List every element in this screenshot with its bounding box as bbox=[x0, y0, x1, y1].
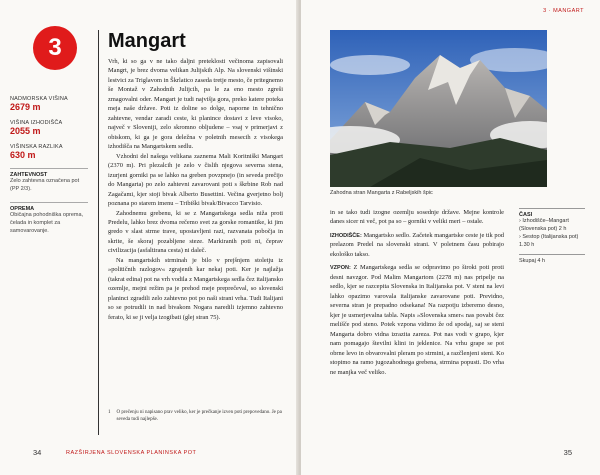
times-rule bbox=[519, 254, 585, 255]
chapter-number-badge: 3 bbox=[33, 26, 77, 70]
photo-caption: Zahodna stran Mangarta z Rabeljskih špic bbox=[330, 190, 433, 196]
times-item-text: Sestop (Italijanska pot) 1.30 h bbox=[519, 233, 579, 248]
footnote-mark: 1 bbox=[108, 410, 111, 415]
stat-label: VIŠINA IZHODIŠČA bbox=[10, 120, 63, 126]
running-head: 3 · MANGART bbox=[543, 8, 584, 14]
paragraph-lead: VZPON: bbox=[330, 265, 351, 272]
footnote bbox=[108, 409, 283, 423]
note-equipment bbox=[10, 206, 88, 236]
stat-value: 630 m bbox=[10, 150, 36, 160]
paragraph: Zahodnemu grebenu, ki se z Mangartskega sedla niža proti Predelu, lahko brez dvoma rečemo svet za gorske romantike, ki jim gredo v slast strme trave, upostavljeni razi, razvanata pobočja in skrite, še skoraj pozabljene steze. Markiranih poti ni, čeprav civilizacija (asfaltirana cesta) ni daleč. bbox=[108, 209, 283, 255]
paragraph-text: Mangartsko sedlo. Začetek mangartske ceste je tik pod prelazom Predel na slovenski strani. V poletnem času pobirajo ekološko takso. bbox=[330, 231, 504, 258]
column-divider bbox=[98, 30, 99, 435]
page-number: 35 bbox=[563, 448, 572, 457]
mangart-photo-illustration bbox=[330, 30, 547, 187]
times-total: Skupaj 4 h bbox=[519, 257, 545, 264]
paragraph: Na mangartskih strminah je bilo v prejšnjem stoletju iz »političnih razlogov« zgrajenih kar nekaj poti. Ker je najlažja (takrat edina) pot na vrh vodila z Mangartskega sedla čez italijansko ozemlje, mejni režim pa je prehod meje preprečeval, so slovenski planinci zgradili zelo zahtevno pot po naši strani vrha. Tudi Italijani so se potrudili in nad bivakom Nogara naredili izjemno zahtevno ferato, ki se ji velja izogibati (glej stran 75). bbox=[108, 256, 283, 321]
note-difficulty bbox=[10, 172, 88, 194]
article-body bbox=[108, 57, 283, 322]
stat-value: 2055 m bbox=[10, 126, 41, 136]
page-number: 34 bbox=[33, 448, 42, 457]
note-text: Zelo zahtevna označena pot (PP 2/3). bbox=[10, 178, 80, 192]
sidebar-rule bbox=[10, 202, 88, 203]
paragraph: Vzhodni del našega velikana zaznema Mali Koritniški Mangart (2370 m). Pri plezalcih je zelo v čislih njegova severna stena, izurjeni gorniki pa se lahko na greben povzpnejo (in seveda prečijo do Mangarta) po zelo zahtevni zavarovani poti s škrbine Rob nad Zagačami, kjer stoji bivak Alberto Busettini. Večina gverjetno bolj poznana po starem imenu – Tribiški bivak/Bivacco Tarvisio. bbox=[108, 152, 283, 208]
times-heading: ČASI bbox=[519, 212, 533, 218]
times-item-text: Izhodišče–Mangart (Slovenska pot) 2 h bbox=[519, 218, 569, 232]
paragraph-trailhead bbox=[330, 231, 504, 259]
stat-value: 2679 m bbox=[10, 102, 41, 112]
stat-start-elevation bbox=[10, 120, 88, 136]
times-item: › Sestop (Italijanska pot) 1.30 h bbox=[519, 233, 579, 248]
stat-label: VIŠINSKA RAZLIKA bbox=[10, 144, 63, 150]
right-page bbox=[301, 0, 600, 475]
paragraph-lead: IZHODIŠČE: bbox=[330, 232, 362, 239]
times-box bbox=[519, 208, 585, 266]
note-heading: ZAHTEVNOST bbox=[10, 172, 48, 178]
route-description bbox=[330, 208, 504, 381]
route-stats-sidebar bbox=[10, 88, 88, 236]
footnote-text: O prečenju ni napisano prav veliko, ker je prečkanje izven poti prepovedano. Je pa seveda tudi najlepše. bbox=[116, 410, 282, 422]
stat-height-difference bbox=[10, 144, 88, 160]
sidebar-rule bbox=[10, 168, 88, 169]
note-text: Običajna pohodniška oprema, čelada in komplet za samovarovanje. bbox=[10, 211, 84, 234]
mountain-photo bbox=[330, 30, 547, 187]
footer-book-title: RAZŠIRJENA SLOVENSKA PLANINSKA POT bbox=[66, 450, 197, 456]
stat-elevation bbox=[10, 96, 88, 112]
paragraph-ascent bbox=[330, 263, 504, 377]
times-rule bbox=[519, 208, 585, 209]
note-heading: OPREMA bbox=[10, 205, 35, 212]
left-page bbox=[0, 0, 299, 475]
stat-label: NADMORSKA VIŠINA bbox=[10, 96, 68, 102]
times-item: › Izhodišče–Mangart (Slovenska pot) 2 h bbox=[519, 218, 569, 232]
paragraph bbox=[330, 208, 504, 227]
paragraph-text: in se tako tudi izogne ozemlju sosednje države. Mejne kontrole danes sicer ni več, pot pa so – gorniki v veliki meri – ostale. bbox=[330, 209, 504, 226]
paragraph: Vrh, ki so ga v ne tako daljni preteklosti večinoma zapisovali Mangrt, je brez dvoma velikan Julijskih Alp. Na slovenski višinski lestvici za Triglavom in Škrlatico zaseda tretje mesto, če pritegnemo še Montaž v Zahodnih Julijcih, pa le za eno mesto zgreši zmagovalni oder. Mangart je tudi najvišja gora, preko katere poteka meja naše države. Poti iz doline so dolge, naporne in tehnično zahtevne, vendar zaradi ceste, ki planince dostavi z leve visoko, največ v Sloveniji, zelo skromno obljudene – vsaj v primerjavi z obiskom, ki ga je gora deležna v poletnih mesecih z visokega izhodišča na Mangartskem sedlu. bbox=[108, 58, 283, 151]
paragraph-text: Z Mangartskega sedla se odpravimo po široki poti proti desni navzgor. Pod Malim Mangartom (2278 m) nas pripelje na sedlo, kjer se razcepita Slovenska in Italijanska pot. V steni na levi lahko opazimo varovala italijanske zavarovane poti. Previdno, severna stran je prepadno odsekana! Na razpotju izberemo desno, kjer je usmerjevalna tabla. Napis »Slovenska smer« nas povabi čez melišče pod steno. Potek vzpona vidimo že od spodaj, saj se steni Mangarta dobro vidna izrazita zareza. Pot nas vodi v grapo, kjer nam pomagajo številni klini in jeklenice. Na vrhu grape se pot obrne levo in obvarovalni pleram po strmini, a razčlenjeni steni. Ko stopimo na ramo jugozahodnega grebena, strmina popusti. Do vrha ne manjka več veliko. bbox=[330, 264, 504, 376]
page-title: Mangart bbox=[108, 30, 186, 52]
